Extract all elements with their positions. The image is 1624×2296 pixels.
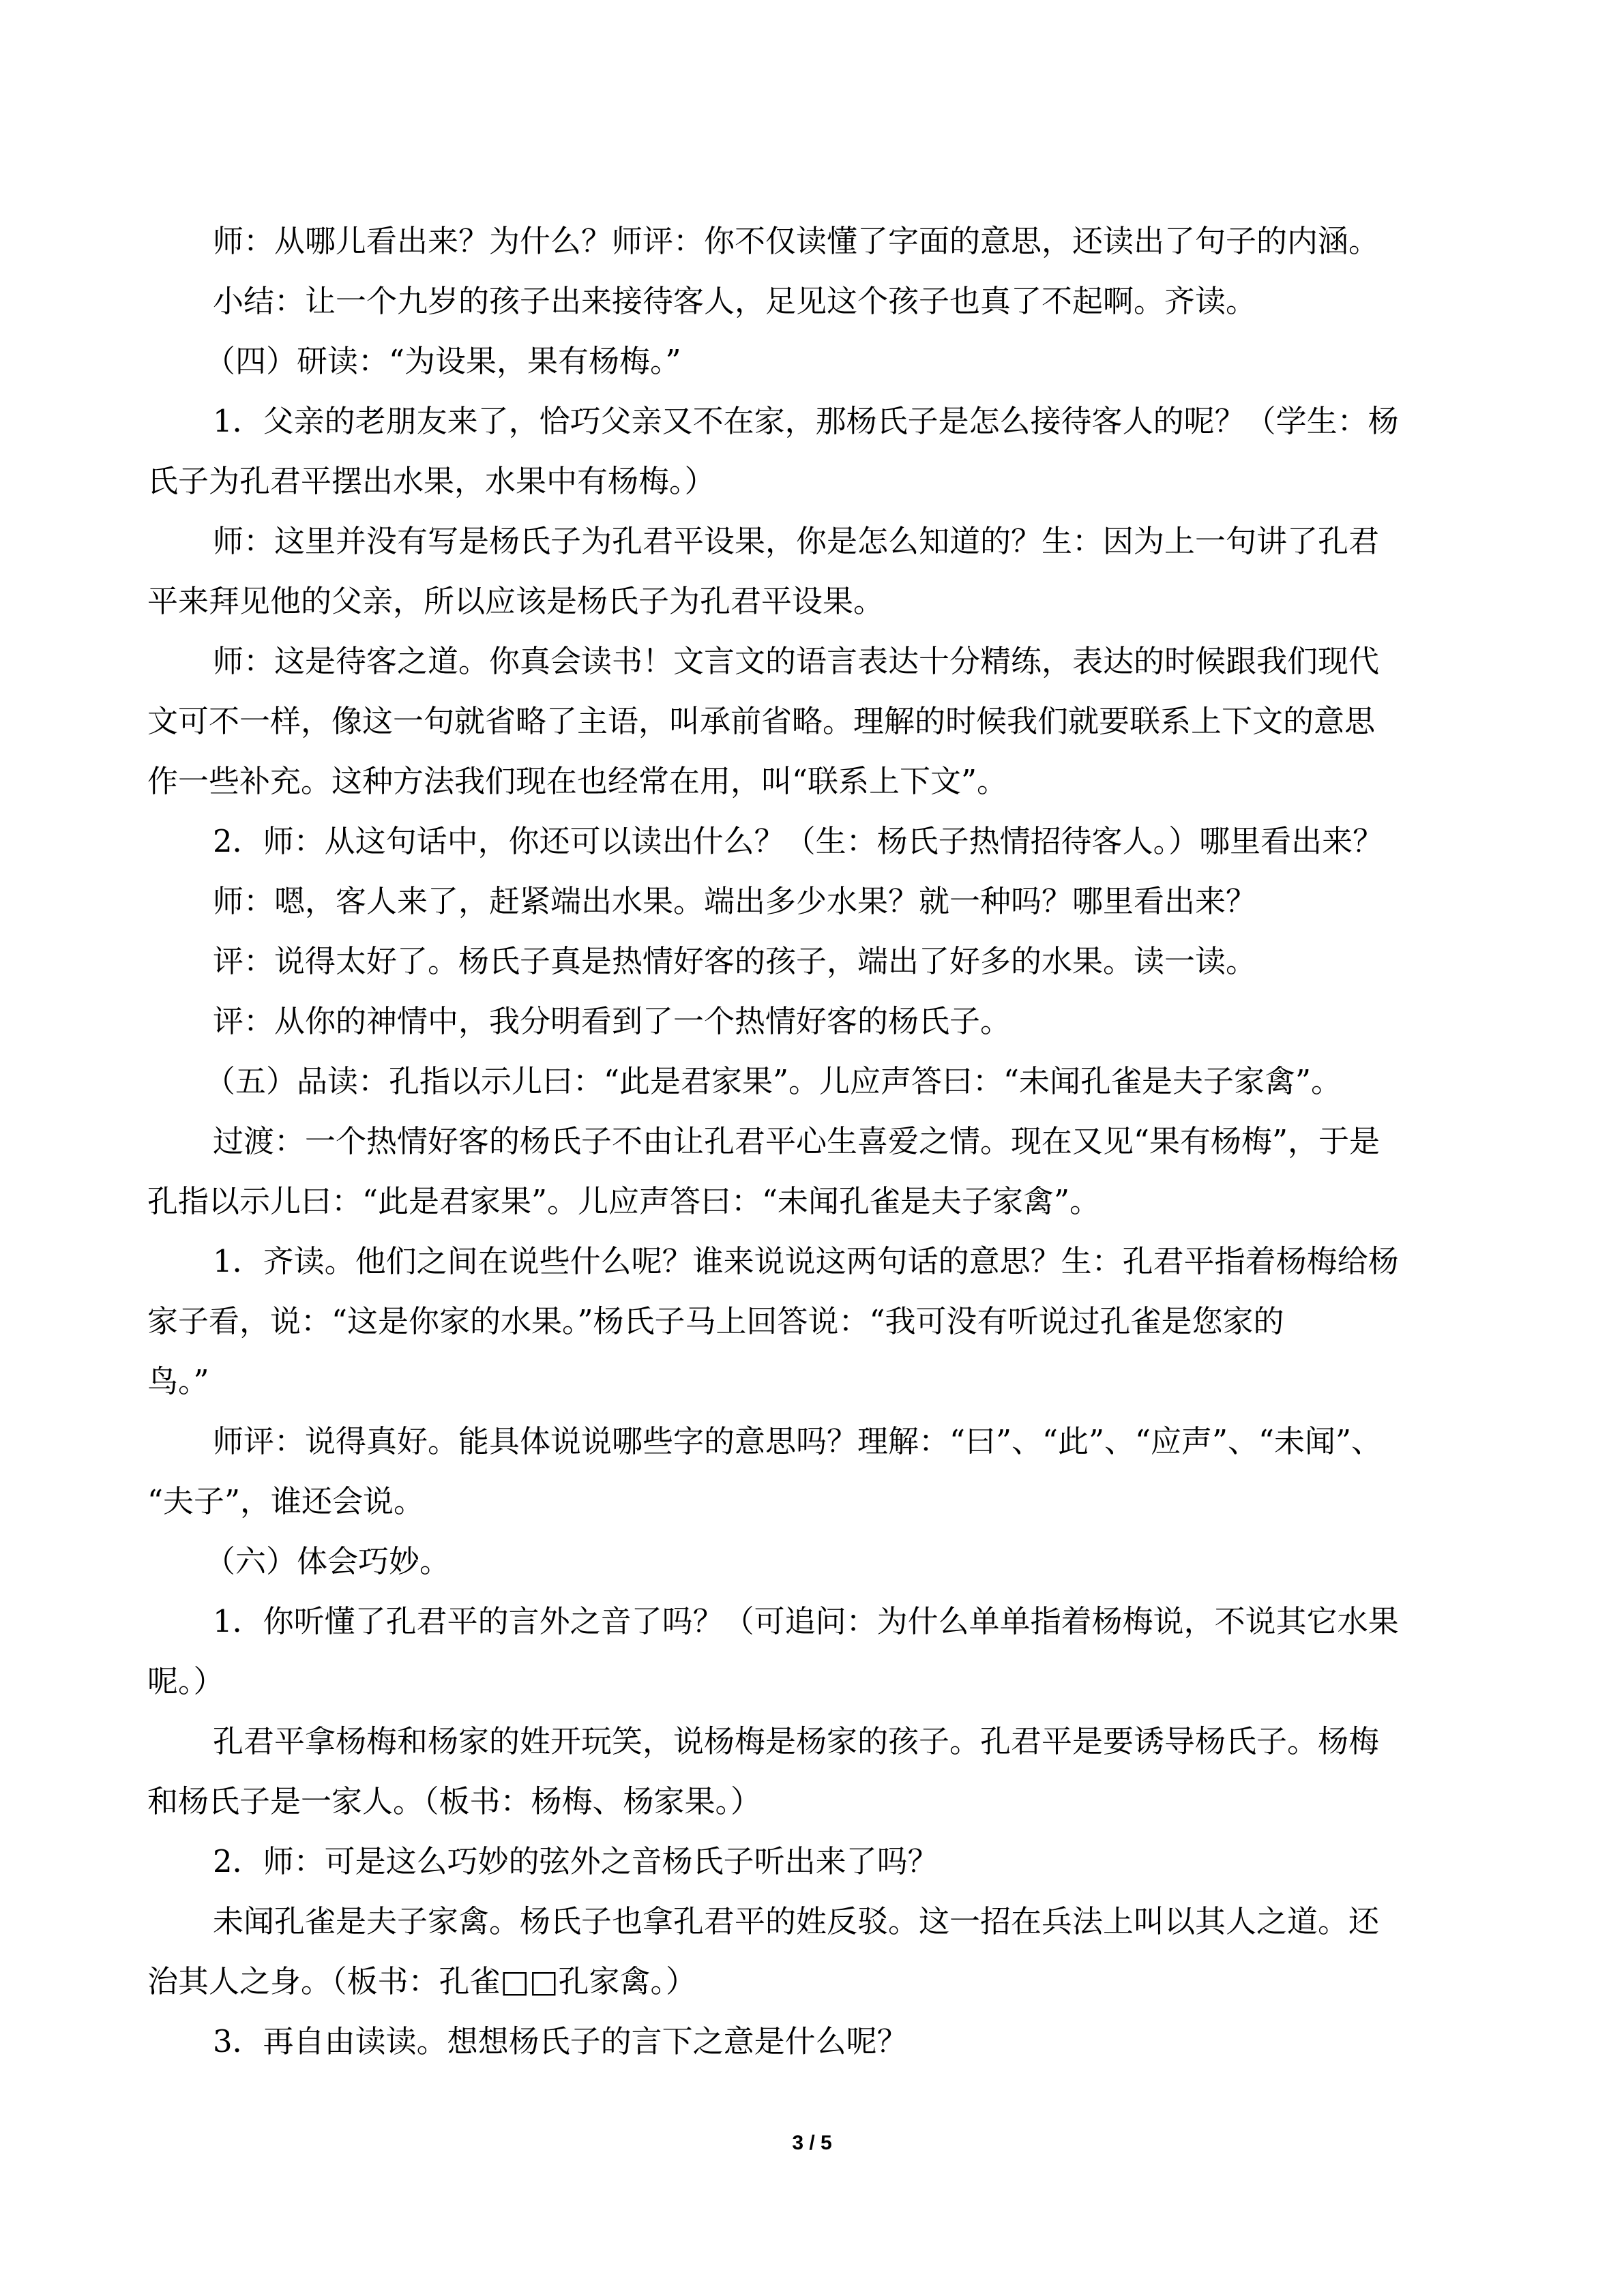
paragraph-line: 师评：说得真好。能具体说说哪些字的意思吗？理解：“曰”、“此”、“应声”、“未闻”、 [213, 1423, 1383, 1459]
page-number: 3 / 5 [792, 2132, 832, 2154]
paragraph-line: 3．再自由读读。想想杨氏子的言下之意是什么呢？ [213, 2023, 908, 2059]
paragraph-line: 1．你听懂了孔君平的言外之音了吗？（可追问：为什么单单指着杨梅说，不说其它水果 [213, 1603, 1399, 1639]
paragraph-line: 氏子为孔君平摆出水果，水果中有杨梅。） [147, 463, 715, 499]
paragraph-line: 小结：让一个九岁的孩子出来接待客人，足见这个孩子也真了不起啊。齐读。 [213, 283, 1257, 319]
paragraph-line: 孔指以示儿曰：“此是君家果”。儿应声答曰：“未闻孔雀是夫子家禽”。 [147, 1183, 1101, 1219]
paragraph-line: 评：说得太好了。杨氏子真是热情好客的孩子，端出了好多的水果。读一读。 [213, 943, 1257, 979]
paragraph-line: 作一些补充。这种方法我们现在也经常在用，叫“联系上下文”。 [147, 763, 1008, 799]
paragraph-line: 和杨氏子是一家人。（板书：杨梅、杨家果。） [147, 1783, 762, 1819]
paragraph-line: 文可不一样，像这一句就省略了主语，叫承前省略。理解的时候我们就要联系上下文的意思 [147, 703, 1376, 739]
section-heading: （四）研读：“为设果，果有杨梅。” [205, 343, 681, 379]
paragraph-line: 2．师：从这句话中，你还可以读出什么？（生：杨氏子热情招待客人。）哪里看出来？ [213, 823, 1384, 859]
paragraph-line: 过渡：一个热情好客的杨氏子不由让孔君平心生喜爱之情。现在又见“果有杨梅”，于是 [213, 1123, 1381, 1159]
paragraph-line: 师：从哪儿看出来？为什么？师评：你不仅读懂了字面的意思，还读出了句子的内涵。 [213, 223, 1380, 259]
section-heading: （五）品读：孔指以示儿曰：“此是君家果”。儿应声答曰：“未闻孔雀是夫子家禽”。 [205, 1063, 1342, 1099]
paragraph-line: 1．齐读。他们之间在说些什么呢？谁来说说这两句话的意思？生：孔君平指着杨梅给杨 [213, 1243, 1399, 1279]
paragraph-line: 师：这是待客之道。你真会读书！文言文的语言表达十分精练，表达的时候跟我们现代 [213, 643, 1380, 679]
paragraph-line: 鸟。” [147, 1363, 209, 1399]
paragraph-line: 治其人之身。（板书：孔雀□□孔家禽。） [147, 1963, 697, 1999]
document-body [147, 211, 1477, 2072]
paragraph-line: 师：这里并没有写是杨氏子为孔君平设果，你是怎么知道的？生：因为上一句讲了孔君 [213, 523, 1380, 559]
paragraph-line: 评：从你的神情中，我分明看到了一个热情好客的杨氏子。 [213, 1003, 1012, 1039]
paragraph-line: 1．父亲的老朋友来了，恰巧父亲又不在家，那杨氏子是怎么接待客人的呢？（学生：杨 [213, 403, 1399, 439]
paragraph-line: 呢。） [147, 1663, 224, 1699]
section-heading: （六）体会巧妙。 [205, 1543, 451, 1579]
paragraph-line: “夫子”，谁还会说。 [147, 1483, 425, 1519]
paragraph-line: 师：嗯，客人来了，赶紧端出水果。端出多少水果？就一种吗？哪里看出来？ [213, 883, 1257, 919]
paragraph-line: 未闻孔雀是夫子家禽。杨氏子也拿孔君平的姓反驳。这一招在兵法上叫以其人之道。还 [213, 1903, 1380, 1939]
paragraph-line: 孔君平拿杨梅和杨家的姓开玩笑，说杨梅是杨家的孩子。孔君平是要诱导杨氏子。杨梅 [213, 1723, 1380, 1759]
paragraph-line: 平来拜见他的父亲，所以应该是杨氏子为孔君平设果。 [147, 583, 885, 619]
paragraph-line: 2．师：可是这么巧妙的弦外之音杨氏子听出来了吗？ [213, 1843, 939, 1879]
paragraph-line: 家子看，说：“这是你家的水果。”杨氏子马上回答说：“我可没有听说过孔雀是您家的 [147, 1303, 1284, 1339]
